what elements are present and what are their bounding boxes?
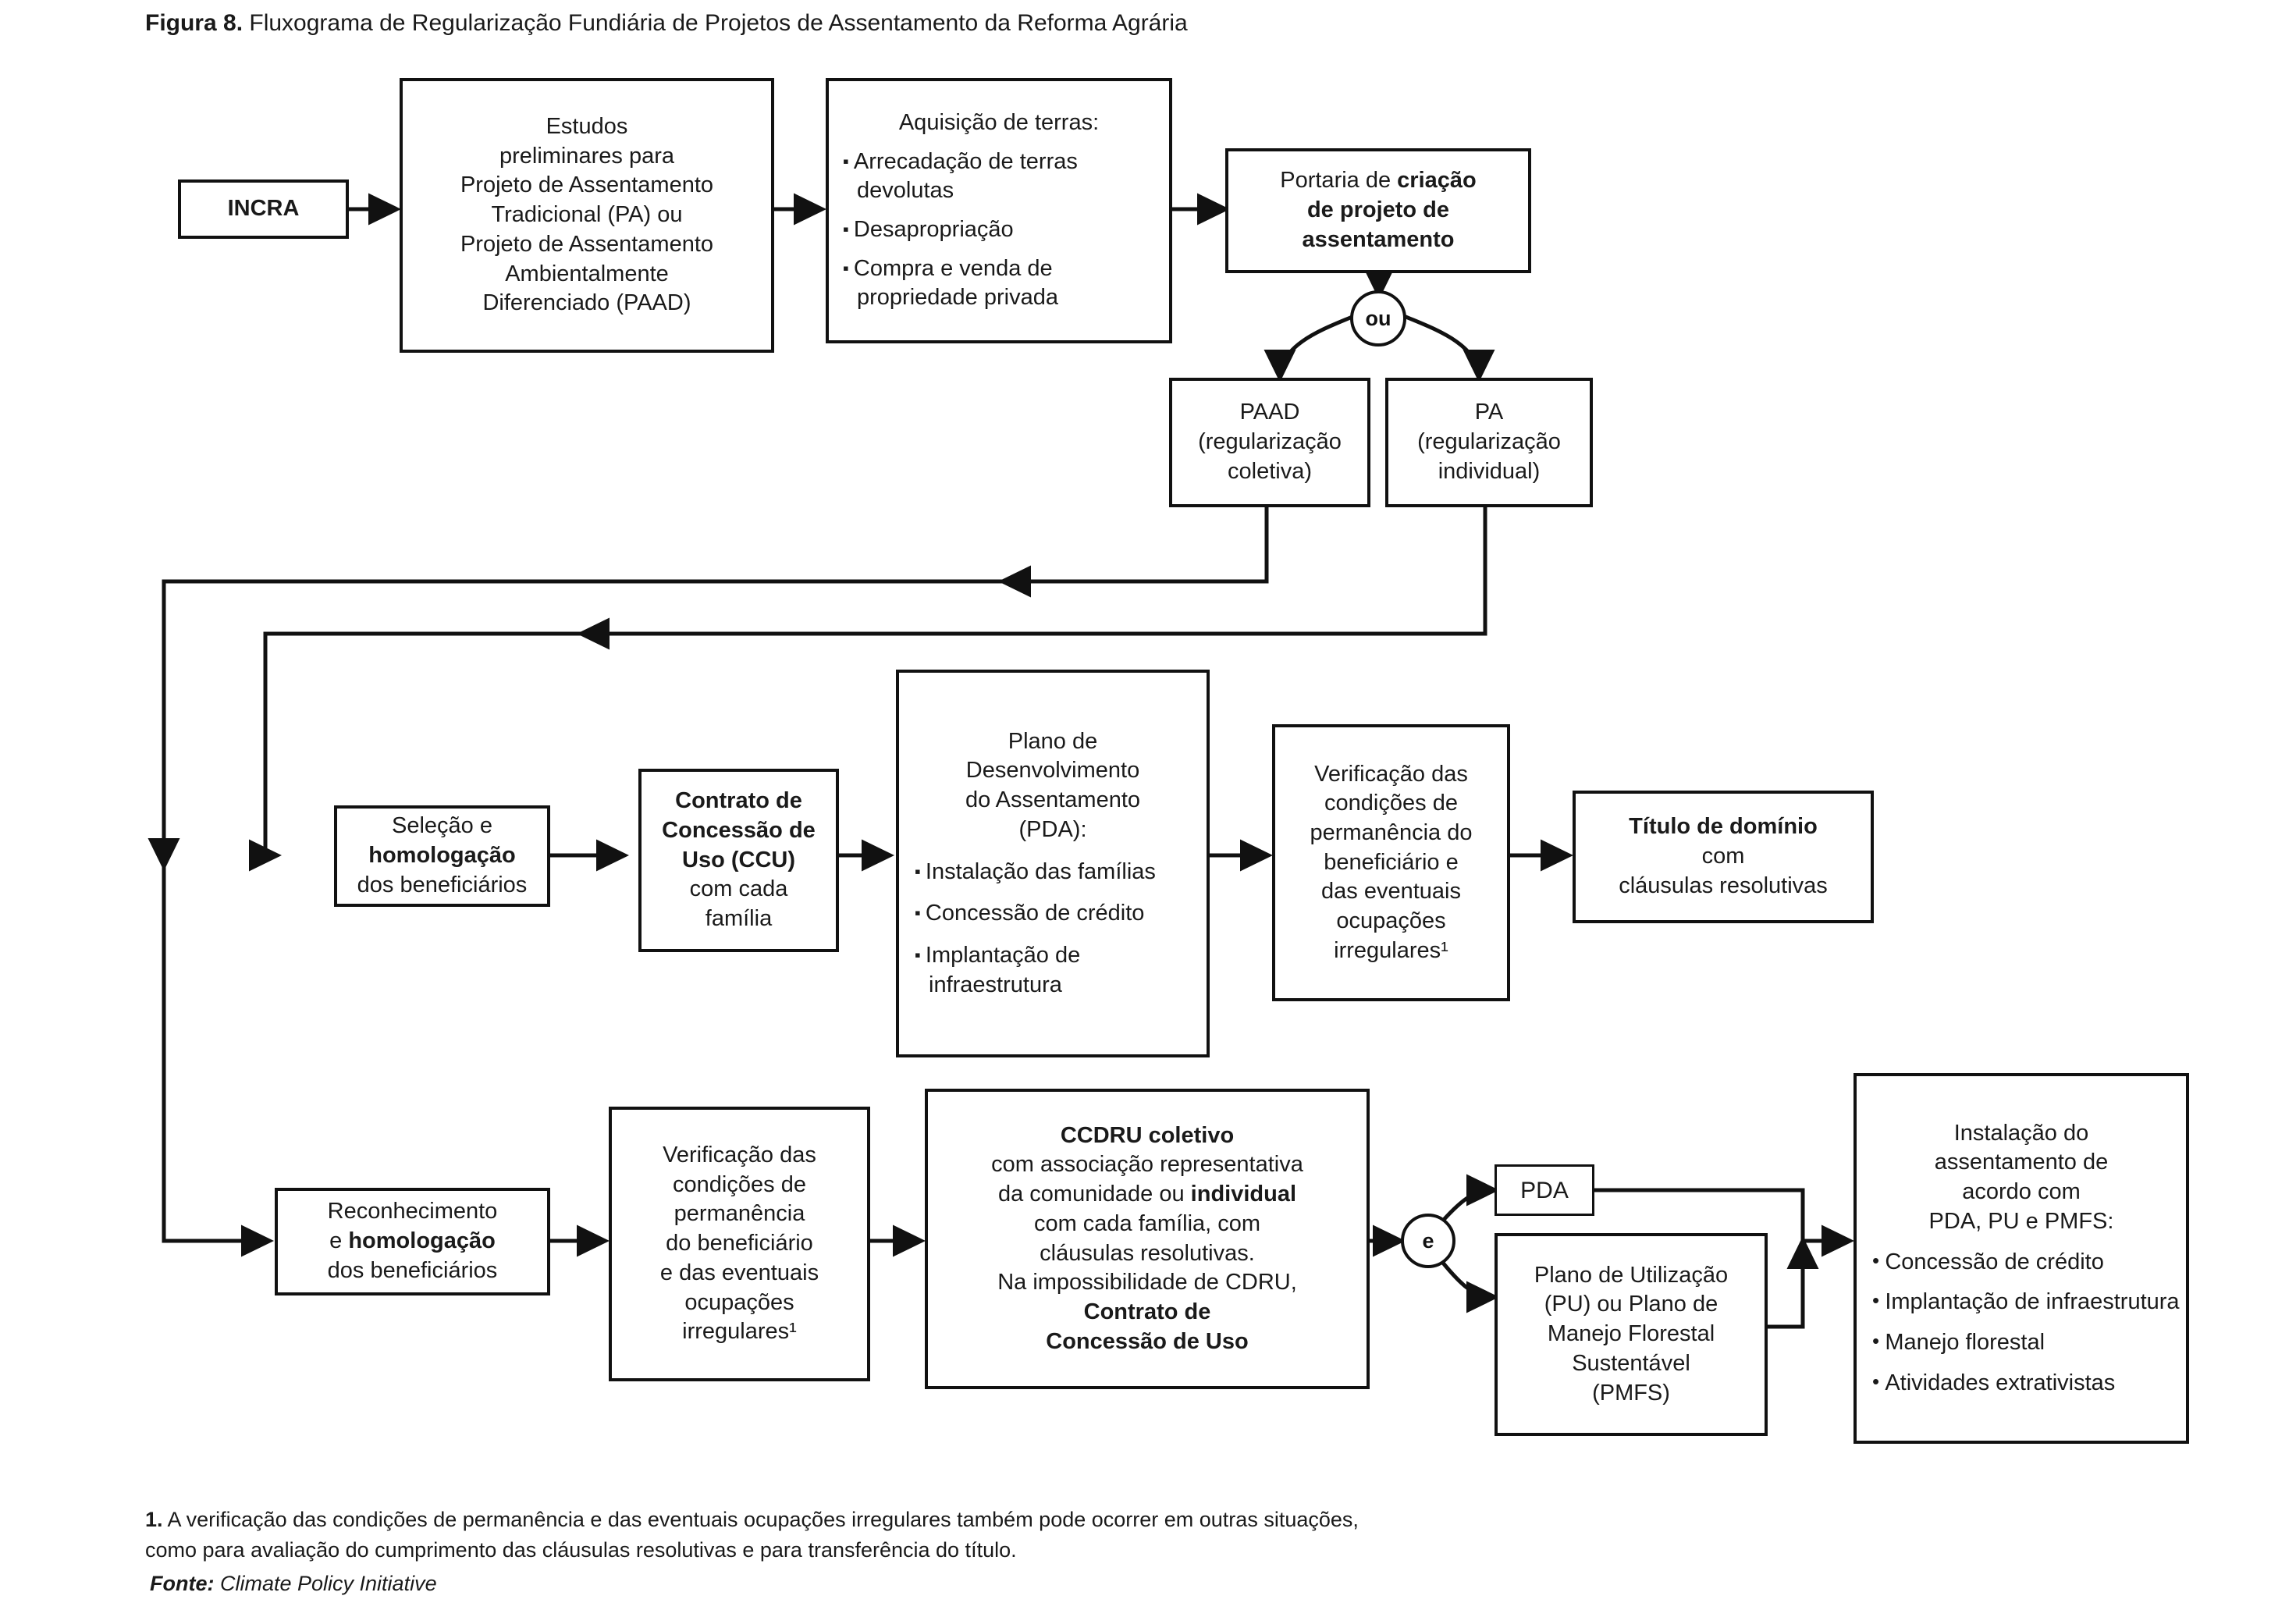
node-paad-line-2: (regularização (1198, 429, 1342, 455)
node-pda-line-4: (PDA): (1018, 816, 1087, 842)
node-estudos-line-6: Ambientalmente (505, 261, 669, 286)
footnote-text-line-2: como para avaliação do cumprimento das cláusulas resolutivas e para transferência do título. (145, 1538, 1017, 1562)
node-instalacao-bullet-4: • Atividades extrativistas (1872, 1369, 2184, 1399)
junction-ou (1350, 290, 1406, 347)
node-pa-line-2: (regularização (1417, 429, 1561, 455)
node-verificacao2-line-1: Verificação das (663, 1143, 816, 1168)
figure-caption-title: Fluxograma de Regularização Fundiária de Projetos de Assentamento da Reforma Agrária (249, 10, 1188, 36)
node-verificacao2-line-4: do beneficiário (666, 1231, 813, 1256)
node-ccdru-line-3 (936, 1180, 1359, 1210)
node-instalacao-bullet-3: • Manejo florestal (1872, 1328, 2184, 1358)
node-verificacao1-line-6: ocupações (1336, 908, 1446, 934)
node-portaria-line-2: de projeto de (1306, 197, 1450, 223)
node-verificacao1-line-1: Verificação das (1314, 761, 1468, 787)
node-pda-line-3: do Assentamento (965, 787, 1141, 813)
node-pu-line-3: Manejo Florestal (1547, 1321, 1715, 1347)
node-pu-line-1: Plano de Utilização (1534, 1262, 1729, 1288)
footnote-marker: 1. (145, 1508, 163, 1531)
node-ccdru-line-3-emphasis: individual (1190, 1182, 1297, 1207)
node-ccdru-line-8: Concessão de Uso (1046, 1328, 1249, 1354)
node-paad-line-1: PAAD (1239, 400, 1300, 425)
node-ccdru-line-2: com associação representativa (991, 1152, 1303, 1178)
node-incra-label: INCRA (227, 196, 300, 222)
footnote (145, 1505, 2096, 1566)
node-titulo-line-1: Título de domínio (1629, 814, 1818, 840)
node-selecao-line-3: dos beneficiários (357, 872, 528, 897)
node-ccu-line-2: Concessão de (662, 817, 816, 843)
node-pda (896, 670, 1210, 1057)
node-portaria-prefix: Portaria de (1280, 168, 1398, 194)
node-estudos-line-4: Tradicional (PA) ou (491, 202, 683, 228)
node-reconhecimento-line-3: dos beneficiários (327, 1257, 498, 1283)
node-paad-line-3: coletiva) (1228, 458, 1312, 484)
node-portaria-emphasis: criação (1397, 168, 1477, 194)
node-verificacao-condicoes-1 (1272, 724, 1510, 1001)
node-ccu-line-3: Uso (CCU) (682, 847, 795, 873)
node-pda-bullet-1: ▪ Instalação das famílias (915, 858, 1205, 887)
node-aquisicao-bullet-2: ▪ Desapropriação (843, 215, 1169, 245)
source-value: Climate Policy Initiative (214, 1572, 437, 1595)
node-reconhecimento-line-1: Reconhecimento (327, 1199, 498, 1224)
node-ccu-line-1: Contrato de (675, 788, 802, 814)
node-ccu (638, 769, 839, 952)
node-selecao-homologacao (334, 805, 550, 907)
node-verificacao2-line-7: irregulares¹ (682, 1319, 797, 1345)
node-verificacao-condicoes-2 (609, 1107, 870, 1381)
node-ccdru-line-5: cláusulas resolutivas. (1040, 1240, 1255, 1266)
node-pda-line-1: Plano de (1008, 728, 1098, 754)
node-ccdru-line-6: Na impossibilidade de CDRU, (997, 1270, 1297, 1295)
node-estudos-line-2: preliminares para (499, 143, 675, 169)
node-portaria-line-1 (1236, 166, 1520, 196)
node-estudos-line-1: Estudos (546, 114, 628, 140)
node-selecao-line-1: Seleção e (392, 813, 492, 839)
node-pda-bullet-3: ▪ Implantação de infraestrutura (915, 941, 1205, 1000)
node-verificacao1-line-4: beneficiário e (1324, 849, 1459, 875)
node-ccdru-line-7: Contrato de (1083, 1299, 1211, 1324)
node-pu-line-2: (PU) ou Plano de (1544, 1292, 1718, 1317)
node-pu-line-4: Sustentável (1572, 1350, 1690, 1376)
node-ccu-line-4: com cada (689, 876, 788, 902)
node-estudos-preliminares (400, 78, 774, 353)
figure-caption (145, 8, 1188, 38)
node-verificacao2-line-3: permanência (674, 1201, 805, 1227)
node-incra (178, 179, 349, 239)
node-verificacao2-line-5: e das eventuais (659, 1260, 819, 1285)
node-estudos-line-7: Diferenciado (PAAD) (482, 290, 691, 316)
node-ccdru-line-3-prefix: da comunidade ou (997, 1182, 1191, 1207)
node-reconhecimento-line-2 (286, 1227, 539, 1256)
node-verificacao1-line-2: condições de (1324, 791, 1458, 816)
node-pda-small (1495, 1164, 1594, 1216)
node-verificacao2-line-6: ocupações (684, 1289, 794, 1315)
node-portaria-criacao (1225, 148, 1531, 273)
node-pu-pmfs (1495, 1233, 1768, 1436)
node-pu-line-5: (PMFS) (1592, 1380, 1670, 1406)
node-instalacao-assentamento (1854, 1073, 2189, 1444)
node-ccdru-line-1: CCDRU coletivo (1060, 1122, 1235, 1148)
node-verificacao2-line-2: condições de (673, 1171, 806, 1197)
junction-e (1401, 1214, 1455, 1268)
node-aquisicao-bullet-3: ▪ Compra e venda de propriedade privada (843, 254, 1169, 313)
node-verificacao1-line-7: irregulares¹ (1334, 937, 1448, 963)
node-aquisicao-title: Aquisição de terras: (898, 109, 1100, 135)
source-line (150, 1569, 1086, 1599)
node-pda-bullet-2: ▪ Concessão de crédito (915, 899, 1205, 929)
figure-caption-label: Figura 8. (145, 10, 243, 36)
node-estudos-line-3: Projeto de Assentamento (460, 172, 714, 198)
node-verificacao1-line-5: das eventuais (1321, 879, 1461, 905)
node-reconhecimento-homologacao (275, 1188, 550, 1295)
node-ccdru-coletivo (925, 1089, 1370, 1389)
node-instalacao-line-1: Instalação do (1953, 1120, 2089, 1146)
junction-e-label: e (1422, 1228, 1434, 1253)
node-pda-small-label: PDA (1520, 1177, 1569, 1203)
node-selecao-line-2: homologação (368, 843, 516, 869)
node-reconhecimento-emphasis: homologação (348, 1228, 496, 1254)
node-verificacao1-line-3: permanência do (1310, 819, 1473, 845)
node-instalacao-line-3: acordo com (1962, 1179, 2081, 1205)
node-titulo-line-3: cláusulas resolutivas (1619, 873, 1828, 898)
node-ccdru-line-4: com cada família, com (1033, 1210, 1261, 1236)
node-paad (1169, 378, 1370, 507)
node-pa-line-3: individual) (1438, 458, 1541, 484)
node-pa-line-1: PA (1474, 400, 1504, 425)
footnote-text-line-1: A verificação das condições de permanência e das eventuais ocupações irregulares também pode ocorrer em outras situações, (162, 1508, 1359, 1531)
node-reconhecimento-prefix: e (329, 1228, 349, 1254)
node-pa (1385, 378, 1593, 507)
node-instalacao-bullet-2: • Implantação de infraestrutura (1872, 1288, 2184, 1317)
node-instalacao-line-2: assentamento de (1934, 1150, 2109, 1175)
node-titulo-line-2: com (1701, 844, 1745, 869)
node-aquisicao-bullet-1: ▪ Arrecadação de terras devolutas (843, 147, 1169, 206)
node-titulo-dominio (1573, 791, 1874, 923)
junction-ou-label: ou (1365, 306, 1391, 330)
node-instalacao-line-4: PDA, PU e PMFS: (1928, 1208, 2114, 1234)
node-aquisicao-terras (826, 78, 1172, 343)
source-label: Fonte: (150, 1572, 215, 1595)
node-estudos-line-5: Projeto de Assentamento (460, 231, 714, 257)
node-instalacao-bullet-1: • Concessão de crédito (1872, 1248, 2184, 1278)
node-pda-line-2: Desenvolvimento (965, 758, 1140, 784)
node-ccu-line-5: família (705, 906, 773, 932)
node-portaria-line-3: assentamento (1302, 226, 1455, 252)
